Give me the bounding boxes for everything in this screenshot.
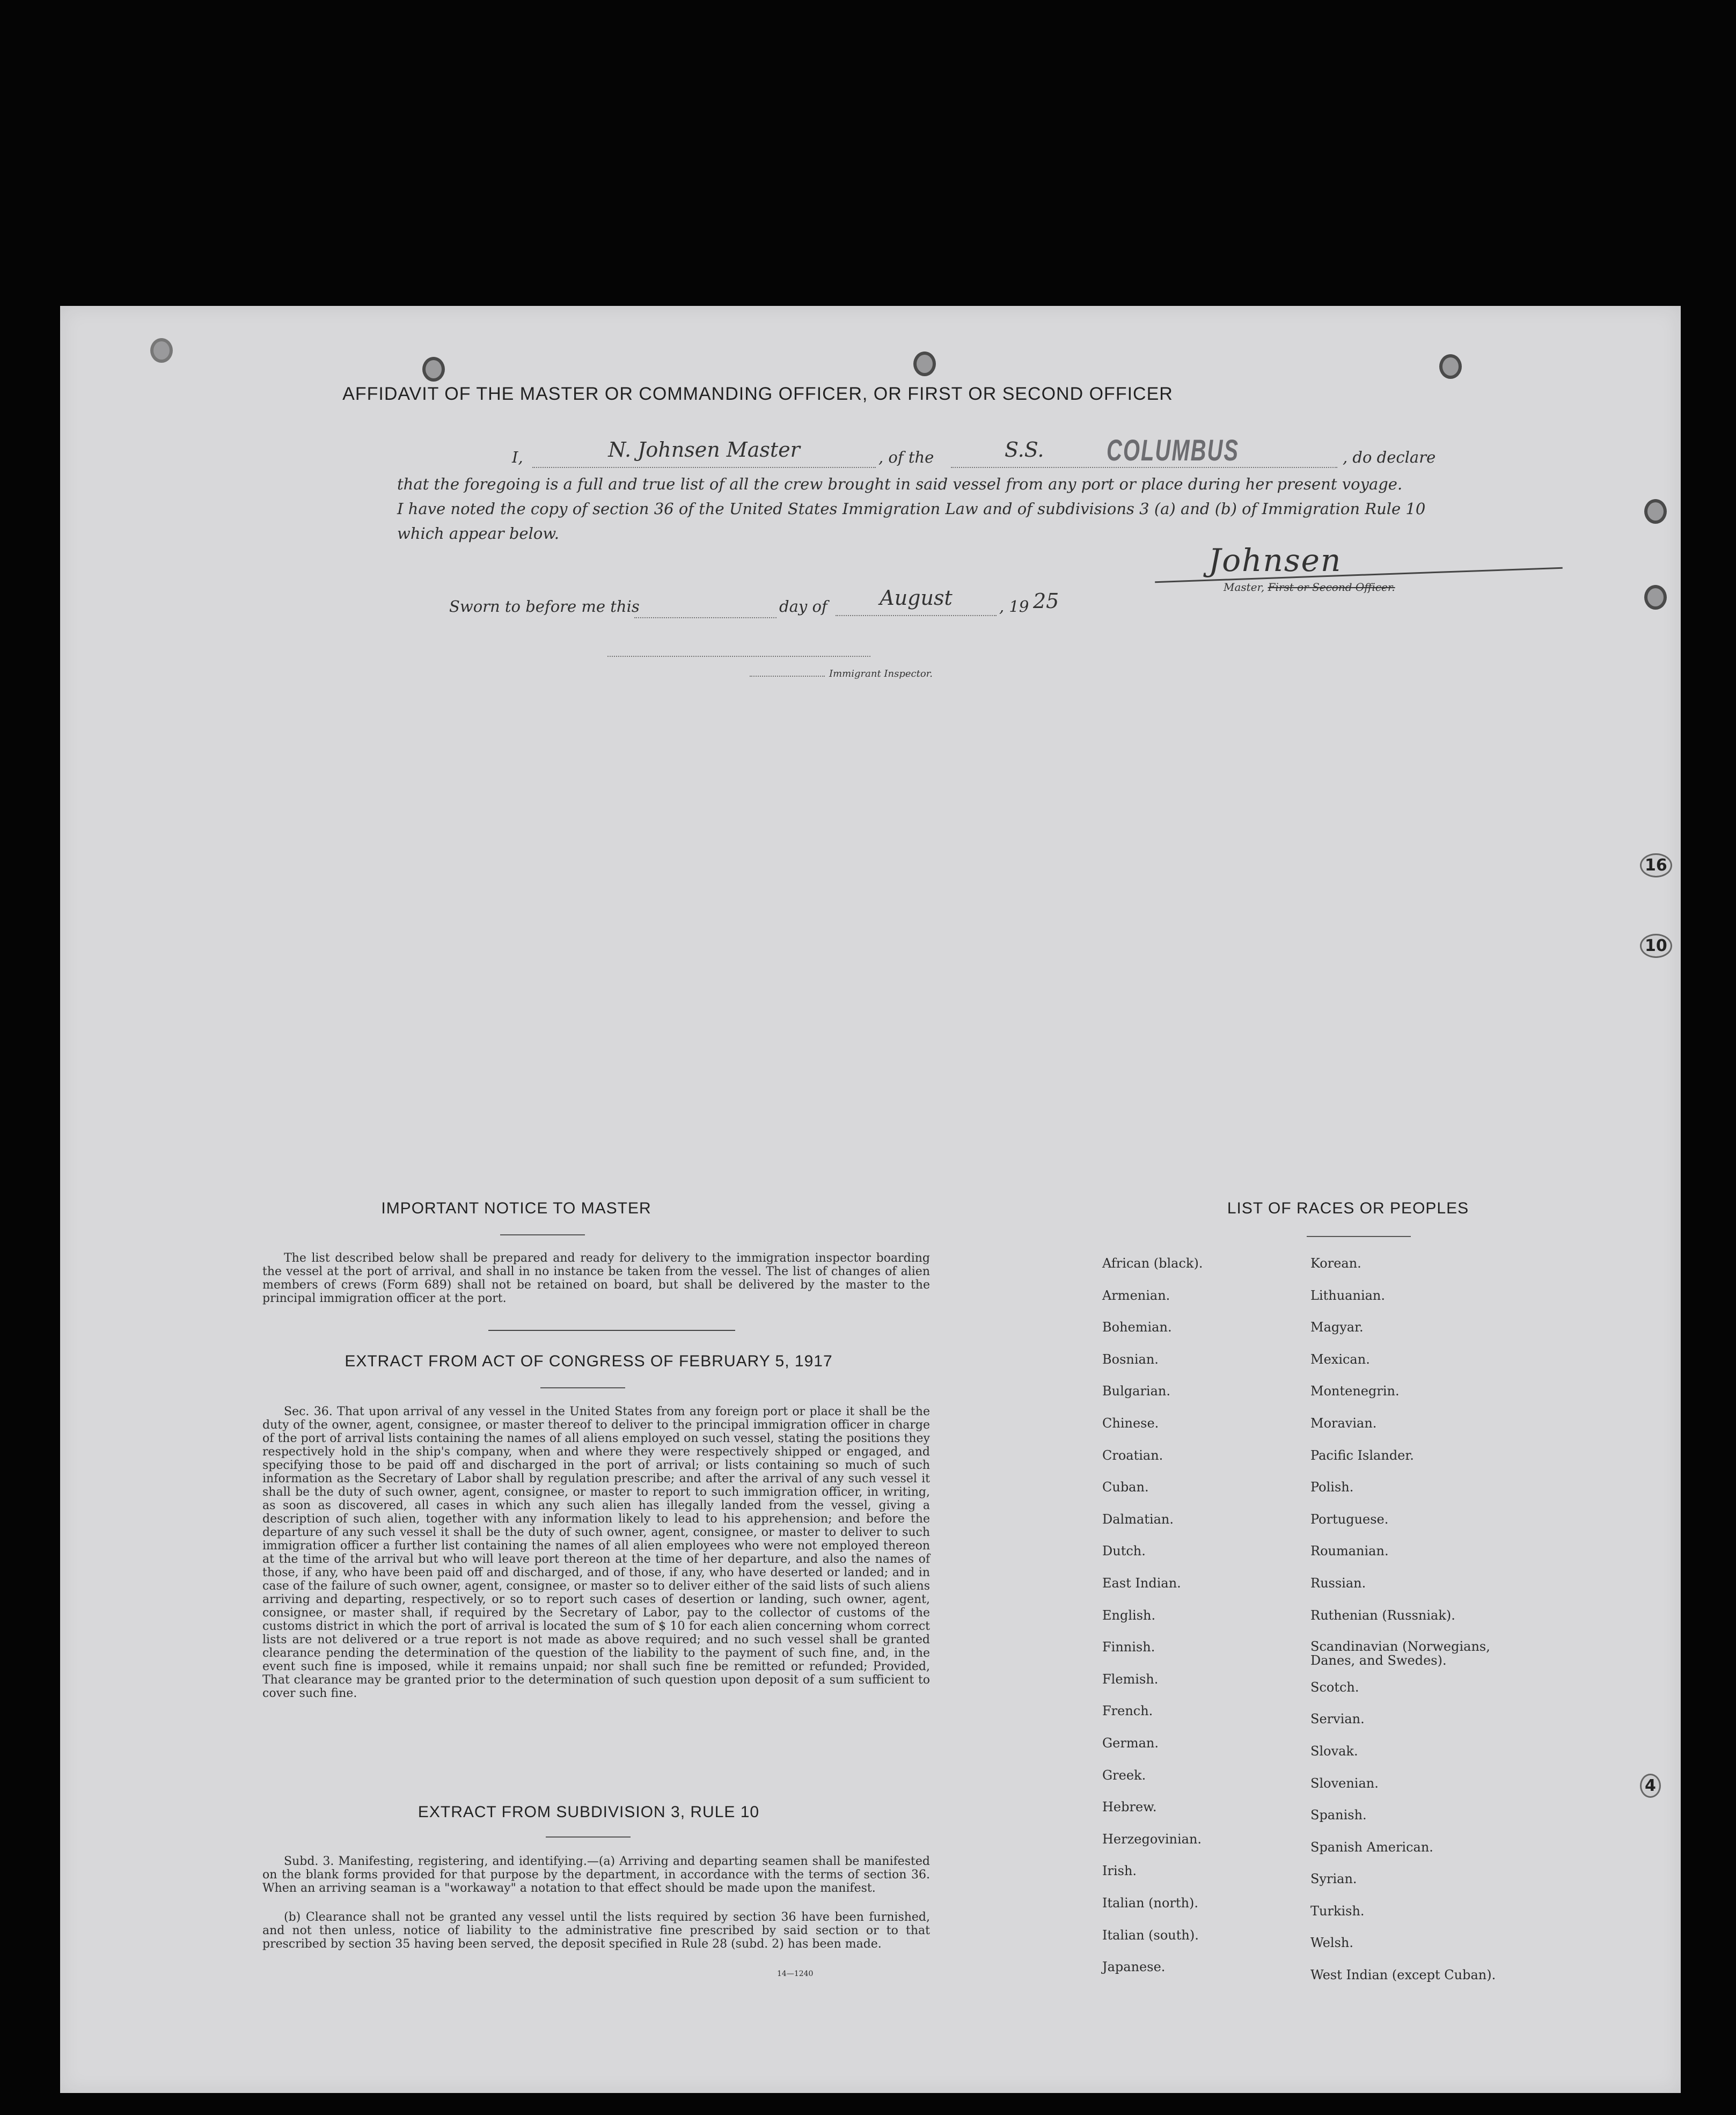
race-item: Flemish. [1102,1672,1159,1687]
race-item: Scotch. [1310,1680,1359,1695]
act-title: EXTRACT FROM ACT OF CONGRESS OF FEBRUARY 5, 1917 [345,1352,833,1370]
punch-hole-left [150,338,173,363]
master-caption-struck: First or Second Officer. [1268,581,1395,594]
race-item: Italian (north). [1102,1896,1199,1911]
race-item: West Indian (except Cuban). [1310,1967,1496,1982]
edge-number-16: 16 [1640,853,1672,877]
race-item: Irish. [1102,1863,1137,1878]
punch-hole-right-2 [1644,585,1667,610]
master-caption [1224,581,1395,594]
race-item: Dutch. [1102,1543,1146,1558]
race-item: Pacific Islander. [1310,1448,1414,1463]
day-of-text: day of [779,597,827,616]
master-caption-master: Master, [1224,581,1268,594]
inspector-caption-row [750,668,997,684]
master-signature [1155,542,1595,585]
races-title: LIST OF RACES OR PEOPLES [1227,1199,1469,1217]
document-sheet [60,306,1681,2093]
race-item: Moravian. [1310,1416,1377,1431]
affidavit-line-3: I have noted the copy of section 36 of the United States Immigration Law and of subdivisions 3 (a) and (b) of Immigration Rule 10 [397,500,1426,518]
race-item: Japanese. [1102,1959,1166,1974]
races-column-1 [1102,1256,1317,1974]
race-item: East Indian. [1102,1576,1181,1591]
race-item: Magyar. [1310,1320,1364,1335]
punch-hole-2 [913,352,936,376]
act-text: Sec. 36. That upon arrival of any vessel in the United States from any foreign port or place it shall be the duty of the owner, agent, consignee, or master thereof to deliver to the principal immigration officer in charge of the port of arrival lists containing the names of all aliens employed on such vessel, stating the positions they respectively hold in the ship's company, when and where they were respectively shipped or engaged, and specifying those to be paid off and discharged in the port of arrival; or lists containing so much of such information as the Secretary of Labor shall by regulation prescribe; and after the arrival of any such vessel it shall be the duty of such owner, agent, consignee, or master to report to such immigration officer, in writing, as soon as discovered, all cases in which any such alien has illegally landed from the vessel, giving a description of such alien, together with any information likely to lead to his apprehension; and before the departure of any such vessel it shall be the duty of such owner, agent, consignee, or master to deliver to such immigration officer a further list containing the names of all alien employees who were not employed thereon at the time of the arrival but who will leave port thereon at the time of her departure, and also the names of those, if any, who have been paid off and discharged, and of those, if any, who have deserted or landed; and in case of the failure of such owner, agent, consignee, or master so to deliver either of the said lists of such aliens arriving and departing, respectively, or so to report such cases of desertion or landing, such owner, agent, consignee, or master shall, if required by the Secretary of Labor, pay to the collector of customs of the customs district in which the port of arrival is located the sum of $ 10 for each alien concerning whom correct lists are not delivered or a true report is not made as above required; and no such vessel shall be granted clearance pending the determination of the question of the liability to the payment of such fine, and, in the event such fine is imposed, while it remains unpaid; nor shall such fine be remitted or refunded; Provided, That clearance may be granted prior to the determination of such question upon deposit of a sum sufficient to cover such fine. [262,1405,930,1700]
race-item: Montenegrin. [1310,1384,1400,1399]
race-item: Croatian. [1102,1448,1163,1463]
race-item: Portuguese. [1310,1512,1389,1527]
race-item: Armenian. [1102,1288,1170,1303]
form-number: 14—1240 [777,1970,814,1978]
race-item: Bulgarian. [1102,1384,1170,1399]
race-item: Syrian. [1310,1871,1357,1886]
race-item: Turkish. [1310,1904,1365,1919]
race-item: Bosnian. [1102,1352,1159,1367]
vessel-name-stamp: COLUMBUS [1107,434,1240,467]
rule-text-a: Subd. 3. Manifesting, registering, and identifying.—(a) Arriving and departing seamen shall be manifested on the blank forms provided for that purpose by the department, in accordance with the terms of section 36. When an arriving seaman is a "workaway" a notation to that effect should be made upon the manifest. [262,1855,930,1895]
affidavit-line-4: which appear below. [397,524,559,543]
rule-title: EXTRACT FROM SUBDIVISION 3, RULE 10 [417,1803,760,1821]
sworn-year-field: 25 [1033,589,1059,613]
punch-hole-3 [1439,354,1462,379]
race-item: English. [1102,1608,1156,1623]
vessel-field [951,434,1337,468]
race-item: Polish. [1310,1480,1354,1495]
rule-title-rule [546,1836,631,1838]
race-item: Russian. [1310,1576,1366,1591]
punch-hole-1 [422,357,445,382]
notice-title: IMPORTANT NOTICE TO MASTER [381,1199,651,1217]
race-item: Welsh. [1310,1935,1353,1950]
race-item: Spanish. [1310,1807,1367,1823]
race-item: Ruthenian (Russniak). [1310,1608,1455,1623]
race-item: Spanish American. [1310,1840,1433,1855]
sworn-month-field: August [836,587,997,616]
edge-number-4: 4 [1640,1774,1661,1798]
notice-title-rule [500,1234,585,1235]
race-item: Roumanian. [1310,1543,1389,1558]
vessel-prefix: S.S. [1005,438,1044,462]
sworn-text: Sworn to before me this [449,597,640,616]
races-column-2 [1310,1256,1557,1982]
race-item: Slovak. [1310,1744,1358,1759]
race-item: African (black). [1102,1256,1203,1271]
signature-text: Johnsen [1208,542,1342,579]
race-item: Herzegovinian. [1102,1832,1202,1847]
inspector-caption: Immigrant Inspector. [829,668,933,679]
punch-hole-right-1 [1644,499,1667,524]
race-item: Scandinavian (Norwegians, Danes, and Swedes). [1310,1639,1490,1668]
affidavit-i: I, [512,448,523,466]
inspector-signature-line [607,655,870,657]
notice-separator [488,1330,735,1331]
act-title-rule [540,1387,625,1388]
affidavit-line-1 [393,434,1498,470]
race-item: Chinese. [1102,1416,1159,1431]
sworn-day-field [634,601,777,618]
race-item: Bohemian. [1102,1320,1172,1335]
race-item: Mexican. [1310,1352,1370,1367]
master-name-field: N. Johnsen Master [532,439,876,468]
year-prefix: , 19 [999,597,1029,616]
races-title-rule [1307,1236,1411,1237]
race-item: Korean. [1310,1256,1361,1271]
rule-text-b: (b) Clearance shall not be granted any vessel until the lists required by section 36 have been furnished, and not then unless, notice of liability to the administrative fine prescribed by said section or to that prescribed by section 35 having been served, the deposit specified in Rule 28 (subd. 2) has been made. [262,1911,930,1951]
inspector-caption-dots [750,674,825,677]
race-item: Dalmatian. [1102,1512,1174,1527]
affidavit-of-the: , of the [878,448,934,466]
race-item: Greek. [1102,1768,1146,1783]
race-item: French. [1102,1703,1153,1718]
race-item: Hebrew. [1102,1799,1157,1814]
race-item: Finnish. [1102,1640,1155,1655]
notice-text: The list described below shall be prepared and ready for delivery to the immigration inspector boarding the vessel at the port of arrival, and shall in no instance be taken from the vessel. The list of changes of alien members of crews (Form 689) shall not be retained on board, but shall be delivered by the master to the principal immigration officer at the port. [262,1252,930,1305]
affidavit-line-2: that the foregoing is a full and true list of all the crew brought in said vessel from any port or place during her present voyage. [397,475,1403,493]
affidavit-title: AFFIDAVIT OF THE MASTER OR COMMANDING OFFICER, OR FIRST OR SECOND OFFICER [342,384,1173,404]
sworn-line [449,586,1254,623]
race-item: Servian. [1310,1711,1365,1726]
race-item: Italian (south). [1102,1928,1199,1943]
race-item: Lithuanian. [1310,1288,1386,1303]
edge-number-10: 10 [1640,934,1672,958]
race-item: Slovenian. [1310,1776,1379,1791]
race-item: German. [1102,1736,1159,1751]
affidavit-do-declare: , do declare [1343,448,1436,466]
race-item: Cuban. [1102,1480,1149,1495]
